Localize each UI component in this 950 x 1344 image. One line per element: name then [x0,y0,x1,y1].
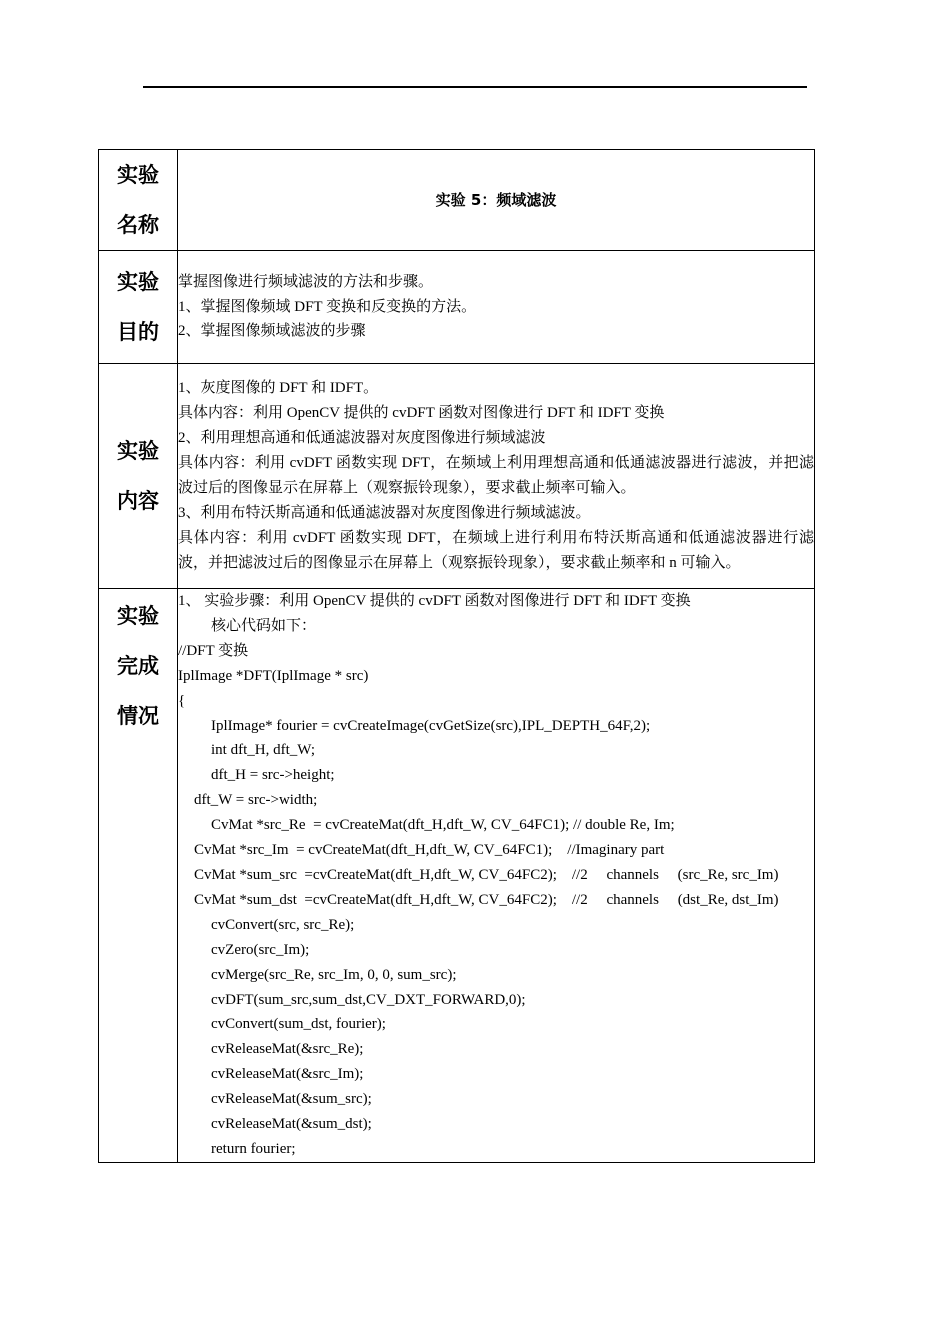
code-line: dft_H = src->height; [211,767,335,784]
experiment-purpose-cell [178,251,815,364]
content-line: 2、利用理想高通和低通滤波器对灰度图像进行频域滤波 [178,430,546,447]
content-line: 具体内容：利用 cvDFT 函数实现 DFT，在频域上进行利用布特沃斯高通和低通滤波器进行滤波，并把滤波过后的图像显示在屏幕上（观察振铃现象），要求截止频率和 n 可输入。 [178,529,814,571]
code-line: cvReleaseMat(&sum_dst); [211,1116,372,1133]
label-experiment-content [99,364,178,589]
purpose-line: 1、掌握图像频域 DFT 变换和反变换的方法。 [178,298,477,315]
code-line: CvMat *sum_dst =cvCreateMat(dft_H,dft_W, CV_64FC2); //2 channels (dst_Re, dst_Im) [194,891,779,908]
label-line: 实验 [117,439,159,463]
label-line: 实验 [117,270,159,294]
content-line: 1、灰度图像的 DFT 和 IDFT。 [178,380,379,397]
label-experiment-completion [99,589,178,1163]
code-line: cvDFT(sum_src,sum_dst,CV_DXT_FORWARD,0); [211,991,526,1008]
label-line: 内容 [117,489,159,513]
experiment-title: 实验 5：频域滤波 [435,190,557,209]
step-line: 1、 实验步骤：利用 OpenCV 提供的 cvDFT 函数对图像进行 DFT 和 IDFT 变换 [178,593,691,609]
label-experiment-name [99,150,178,251]
code-line: cvReleaseMat(&sum_src); [211,1091,372,1108]
code-line: //DFT 变换 [178,642,249,659]
purpose-line: 2、掌握图像频域滤波的步骤 [178,323,366,340]
code-line: IplImage* fourier = cvCreateImage(cvGetSize(src),IPL_DEPTH_64F,2); [211,717,651,734]
content-line: 具体内容：利用 cvDFT 函数实现 DFT，在频域上利用理想高通和低通滤波器进行滤波，并把滤波过后的图像显示在屏幕上（观察振铃现象），要求截止频率可输入。 [178,455,814,496]
experiment-name-cell [178,150,815,251]
row-experiment-completion [99,589,815,1163]
code-line: cvConvert(src, src_Re); [211,916,355,933]
code-line: IplImage *DFT(IplImage * src) [178,667,369,684]
purpose-line: 掌握图像进行频域滤波的方法和步骤。 [178,273,434,290]
content-line: 具体内容：利用 OpenCV 提供的 cvDFT 函数对图像进行 DFT 和 IDFT 变换 [178,405,665,422]
step-subline: 核心代码如下： [211,617,317,634]
code-line: cvReleaseMat(&src_Re); [211,1041,364,1058]
code-line: CvMat *sum_src =cvCreateMat(dft_H,dft_W, CV_64FC2); //2 channels (src_Re, src_Im) [194,866,779,883]
code-line: CvMat *src_Re = cvCreateMat(dft_H,dft_W, CV_64FC1); // double Re, Im; [211,817,675,834]
header-rule [143,86,807,88]
experiment-report-table [98,149,815,1163]
code-line: cvMerge(src_Re, src_Im, 0, 0, sum_src); [211,966,457,983]
code-line: cvZero(src_Im); [211,941,310,958]
experiment-completion-cell [178,589,815,1163]
row-experiment-name [99,150,815,251]
row-experiment-content [99,364,815,589]
code-line: CvMat *src_Im = cvCreateMat(dft_H,dft_W, CV_64FC1); //Imaginary part [194,842,665,859]
code-line: return fourier; [211,1140,296,1157]
label-line: 实验 [117,604,159,628]
content-line: 3、利用布特沃斯高通和低通滤波器对灰度图像进行频域滤波。 [178,504,591,521]
code-line: { [178,692,186,709]
label-line: 目的 [117,320,159,344]
label-experiment-purpose [99,251,178,364]
code-line: dft_W = src->width; [194,792,318,809]
code-line: cvConvert(sum_dst, fourier); [211,1016,386,1033]
code-line: cvReleaseMat(&src_Im); [211,1066,364,1083]
experiment-content-cell [178,364,815,589]
label-line: 情况 [117,704,159,728]
row-experiment-purpose [99,251,815,364]
label-line: 实验 [117,163,159,187]
code-line: int dft_H, dft_W; [211,742,316,759]
label-line: 完成 [117,654,159,678]
label-line: 名称 [117,213,159,237]
